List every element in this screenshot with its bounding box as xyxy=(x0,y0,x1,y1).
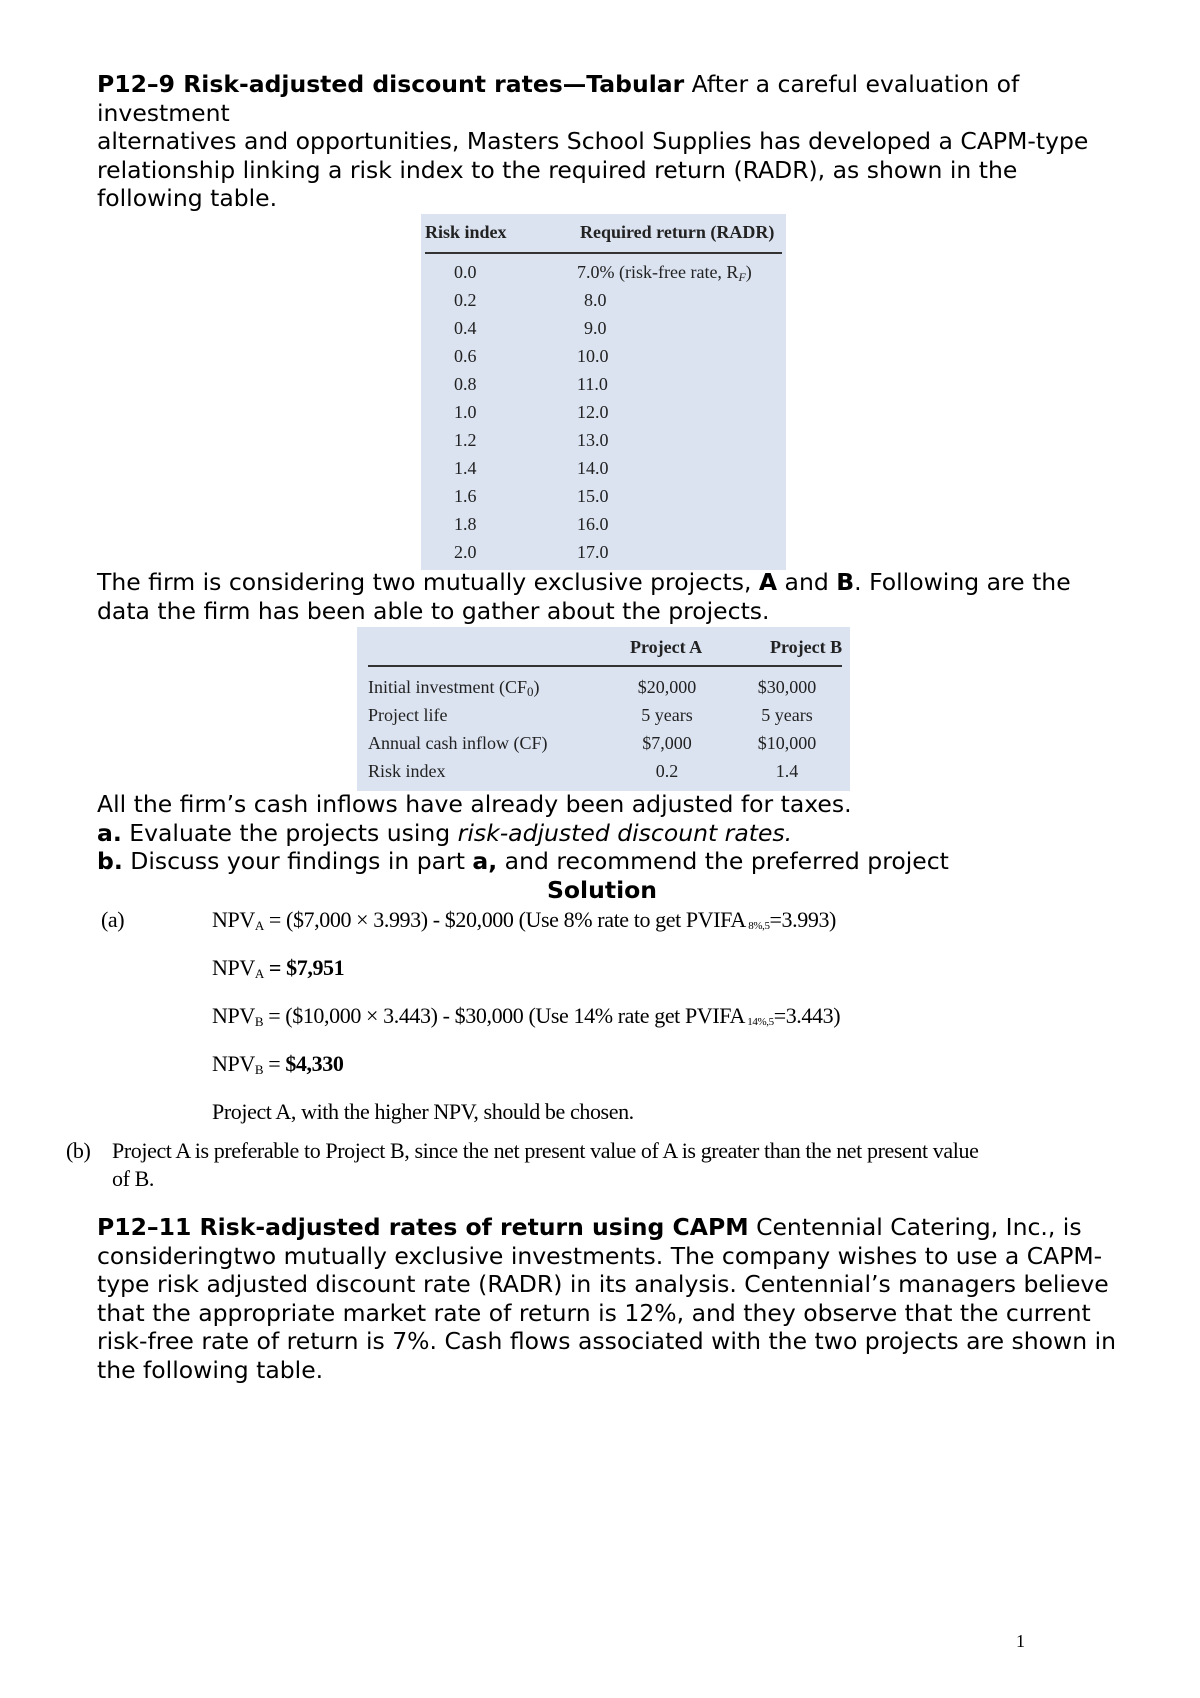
project-table-row xyxy=(357,705,850,733)
project-b-value: $10,000 xyxy=(757,733,817,753)
risk-table-row xyxy=(421,374,786,402)
questions xyxy=(97,790,1127,904)
risk-table-row xyxy=(421,262,786,290)
risk-index-cell: 1.2 xyxy=(454,430,477,450)
required-return-cell: 9.0 xyxy=(584,318,607,338)
required-return-cell: 11.0 xyxy=(577,374,608,394)
solution-a-conclusion: Project A, with the higher NPV, should be chosen. xyxy=(212,1099,634,1124)
projects-paragraph: The firm is considering two mutually exclusive projects, A and B. Following are the data the firm has been able to gather about the projects. xyxy=(97,568,1071,625)
required-return-cell: 7.0% (risk-free rate, RF) xyxy=(577,262,752,284)
risk-table-row xyxy=(421,430,786,458)
npv-b-result: $NPV_B$ = $4,330 xyxy=(212,1051,344,1077)
p12-9-intro xyxy=(97,70,1127,213)
solution-heading: Solution xyxy=(546,875,658,904)
project-a-value: 0.2 xyxy=(655,761,679,781)
risk-table-row xyxy=(421,290,786,318)
risk-index-table xyxy=(421,214,786,570)
risk-index-cell: 1.0 xyxy=(454,402,477,422)
risk-index-cell: 0.2 xyxy=(454,290,477,310)
npv-b-equation: $NPV_B$ = ($10,000 × 3.443) - $30,000 (Use 14% rate get PVIFA 14%,5=3.443) xyxy=(212,1003,841,1029)
p12-9-title: P12–9 Risk-adjusted discount rates—Tabular xyxy=(97,70,685,98)
required-return-cell: 14.0 xyxy=(577,458,609,478)
solution-a-label: (a) xyxy=(101,907,125,932)
required-return-cell: 15.0 xyxy=(577,486,609,506)
question-b: b. Discuss your findings in part a, and recommend the preferred project xyxy=(97,847,949,875)
project-a-value: $7,000 xyxy=(642,733,692,753)
project-b-value: $30,000 xyxy=(757,677,817,697)
project-row-label: Initial investment $(CF_0)$ xyxy=(368,677,540,699)
risk-index-cell: 0.0 xyxy=(454,262,477,282)
project-row-label: Project life xyxy=(368,705,448,725)
solution-b-text-line2: of B. xyxy=(112,1166,155,1191)
p12-11-title: P12–11 Risk-adjusted rates of return using CAPM xyxy=(97,1213,749,1241)
required-return-cell: 17.0 xyxy=(577,542,609,562)
project-a-header: Project A xyxy=(630,637,703,657)
p12-9-intro-line1 xyxy=(97,70,1097,127)
project-a-value: $20,000 xyxy=(637,677,697,697)
risk-index-cell: 0.4 xyxy=(454,318,477,338)
required-return-cell: 12.0 xyxy=(577,402,609,422)
required-return-cell: 16.0 xyxy=(577,514,609,534)
project-table-row xyxy=(357,733,850,761)
risk-index-cell: 0.8 xyxy=(454,374,477,394)
project-data-table xyxy=(357,627,850,791)
risk-index-cell: 1.8 xyxy=(454,514,477,534)
risk-table-row xyxy=(421,346,786,374)
p12-9-intro-text-1: After a careful evaluation of investment xyxy=(97,70,1020,127)
p12-11-paragraph xyxy=(97,1213,1127,1384)
risk-table-header-risk-index: Risk index xyxy=(425,222,507,242)
npv-a-result: $NPV_A$ = $7,951 xyxy=(212,955,345,981)
p12-11-body: Centennial Catering, Inc., is consideringtwo mutually exclusive investments. The company wishes to use a CAPM-type risk adjusted discount rate (RADR) in its analysis. Centennial’s managers believe that the appropriate market rate of return is 12%, and they observe that the current risk-free rate of return is 7%. Cash flows associated with the two projects are shown in the following table. xyxy=(97,1213,1117,1384)
risk-index-cell: 0.6 xyxy=(454,346,477,366)
risk-table-header-required-return: Required return (RADR) xyxy=(580,222,775,242)
risk-index-cell: 1.4 xyxy=(454,458,477,478)
project-b-header: Project B xyxy=(770,637,843,657)
risk-table-row xyxy=(421,402,786,430)
taxes-line: All the firm’s cash inflows have already been adjusted for taxes. xyxy=(97,790,852,818)
required-return-cell: 13.0 xyxy=(577,430,609,450)
project-row-label: Annual cash inflow (CF) xyxy=(368,733,548,753)
project-a-value: 5 years xyxy=(641,705,693,725)
risk-index-cell: 2.0 xyxy=(454,542,477,562)
page-number: 1 xyxy=(1016,1631,1025,1651)
risk-table-row xyxy=(421,458,786,486)
risk-table-row xyxy=(421,514,786,542)
risk-table-row xyxy=(421,542,786,570)
risk-table-header-rule xyxy=(425,252,782,254)
project-b-value: 5 years xyxy=(761,705,813,725)
solution-b-label: (b) xyxy=(66,1138,91,1163)
risk-table-row xyxy=(421,318,786,346)
project-table-row xyxy=(357,761,850,789)
required-return-cell: 10.0 xyxy=(577,346,609,366)
required-return-cell: 8.0 xyxy=(584,290,607,310)
solution-b-text-line1: Project A is preferable to Project B, since the net present value of A is greater than the net present value xyxy=(112,1138,979,1163)
project-b-value: 1.4 xyxy=(775,761,799,781)
project-table-header-rule xyxy=(368,665,842,667)
question-a: a. Evaluate the projects using risk-adjusted discount rates. xyxy=(97,818,793,847)
risk-index-cell: 1.6 xyxy=(454,486,477,506)
risk-table-row xyxy=(421,486,786,514)
project-table-row xyxy=(357,677,850,705)
npv-a-equation: $NPV_A$ = ($7,000 × 3.993) - $20,000 (Use 8% rate to get PVIFA 8%,5=3.993) xyxy=(212,907,836,933)
p12-9-intro-text-2: alternatives and opportunities, Masters School Supplies has developed a CAPM-type relationship linking a risk index to the required return (RADR), as shown in the following table. xyxy=(97,127,1089,212)
project-row-label: Risk index xyxy=(368,761,446,781)
